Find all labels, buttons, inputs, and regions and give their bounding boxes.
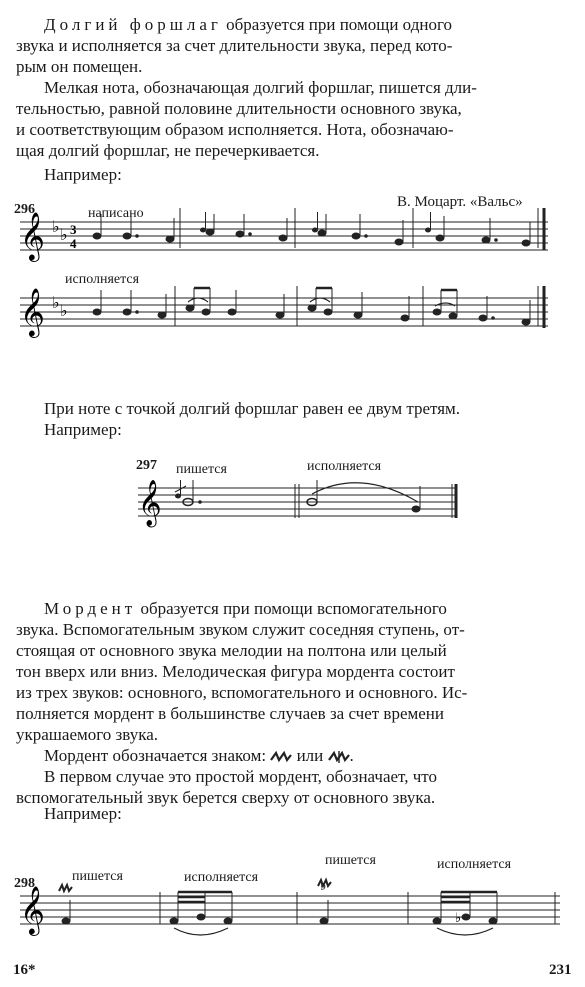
- example-intro: [16, 164, 578, 185]
- text: или: [296, 746, 324, 765]
- flat-icon: ♭: [60, 227, 68, 244]
- paragraph-line: звука и исполняется за счет длительности звука, перед кото-: [16, 36, 453, 55]
- time-sig-top: 3: [70, 222, 77, 237]
- paragraph-long-appoggiatura: [16, 14, 578, 77]
- time-sig-bottom: 4: [70, 236, 77, 251]
- treble-clef-icon: 𝄞: [20, 885, 45, 934]
- flat-icon: ♭: [320, 879, 327, 894]
- treble-clef-icon: 𝄞: [20, 211, 45, 260]
- paragraph-line: полняется мордент в большинстве случаев за счет времени: [16, 704, 445, 723]
- text: образуется при помощи одного: [221, 15, 452, 34]
- signature-mark: 16*: [13, 962, 36, 978]
- flat-icon: ♭: [52, 295, 60, 312]
- example-intro-text: Например:: [44, 165, 122, 184]
- paragraph-line: вспомогательный звук берется сверху от основного звука.: [16, 788, 436, 807]
- example-intro: [16, 803, 578, 824]
- label-played: исполняется: [65, 272, 140, 287]
- paragraph-line: При ноте с точкой долгий форшлаг равен ее двум третям.: [44, 399, 461, 418]
- paragraph-small-note: [16, 77, 578, 161]
- term-long-appoggiatura: Долгий форшлаг: [44, 15, 222, 34]
- example-number: 296: [14, 202, 35, 217]
- paragraph-line: Например:: [44, 420, 122, 439]
- paragraph-line: украшаемого звука.: [16, 725, 159, 744]
- paragraph-line: [16, 745, 578, 766]
- label-written: написано: [88, 206, 144, 221]
- paragraph-line: Мелкая нота, обозначающая долгий форшлаг, пишется дли-: [44, 78, 477, 97]
- paragraph-line: [16, 14, 578, 35]
- flat-icon: ♭: [455, 910, 462, 925]
- paragraph-line: стоящая от основного звука мелодии на полтона или целый: [16, 641, 447, 660]
- music-staff-written: [0, 200, 585, 280]
- paragraph-line: В первом случае это простой мордент, обозначает, что: [44, 767, 437, 786]
- music-staff-298: [0, 868, 585, 958]
- paragraph-mordent-sign: [16, 745, 578, 808]
- treble-clef-icon: 𝄞: [20, 287, 45, 336]
- paragraph-mordent: [16, 598, 578, 745]
- example-number: 297: [136, 458, 157, 473]
- label-written: пишется: [325, 853, 376, 868]
- paragraph-dotted-note: [16, 398, 578, 440]
- treble-clef-icon: 𝄞: [138, 480, 162, 526]
- text: .: [349, 746, 354, 765]
- paragraph-line: рым он помещен.: [16, 57, 143, 76]
- paragraph-line: звука. Вспомогательным звуком служит соседняя ступень, от-: [16, 620, 465, 639]
- paragraph-line: щая долгий форшлаг, не перечеркивается.: [16, 141, 320, 160]
- paragraph-line: [16, 598, 578, 619]
- inverted-mordent-sign-icon: [328, 751, 350, 763]
- paragraph-line: и соответствующим образом исполняется. Нота, обозначаю-: [16, 120, 454, 139]
- text: Мордент обозначается знаком:: [44, 746, 267, 765]
- page-number: 231: [549, 962, 572, 978]
- attribution: В. Моцарт. «Вальс»: [397, 194, 523, 210]
- music-staff-297: [0, 470, 585, 540]
- label-written: пишется: [72, 869, 123, 884]
- mordent-sign-icon: [270, 751, 292, 763]
- label-written: пишется: [176, 462, 227, 477]
- term-mordent: Мордент: [44, 599, 137, 618]
- mordent-sign-icon: [59, 885, 72, 891]
- paragraph-line: тон вверх или вниз. Мелодическая фигура мордента состоит: [16, 662, 455, 681]
- example-number: 298: [14, 876, 35, 891]
- text: образуется при помощи вспомогательного: [136, 599, 447, 618]
- flat-icon: ♭: [52, 219, 60, 236]
- label-played: исполняется: [437, 857, 512, 872]
- label-played: исполняется: [307, 459, 382, 474]
- paragraph-line: из трех звуков: основного, вспомогательного и основного. Ис-: [16, 683, 468, 702]
- music-staff-played: [0, 282, 585, 362]
- example-intro-text: Например:: [44, 804, 122, 823]
- paragraph-line: тельностью, равной половине длительности основного звука,: [16, 99, 462, 118]
- flat-icon: ♭: [60, 303, 68, 320]
- label-played: исполняется: [184, 870, 259, 885]
